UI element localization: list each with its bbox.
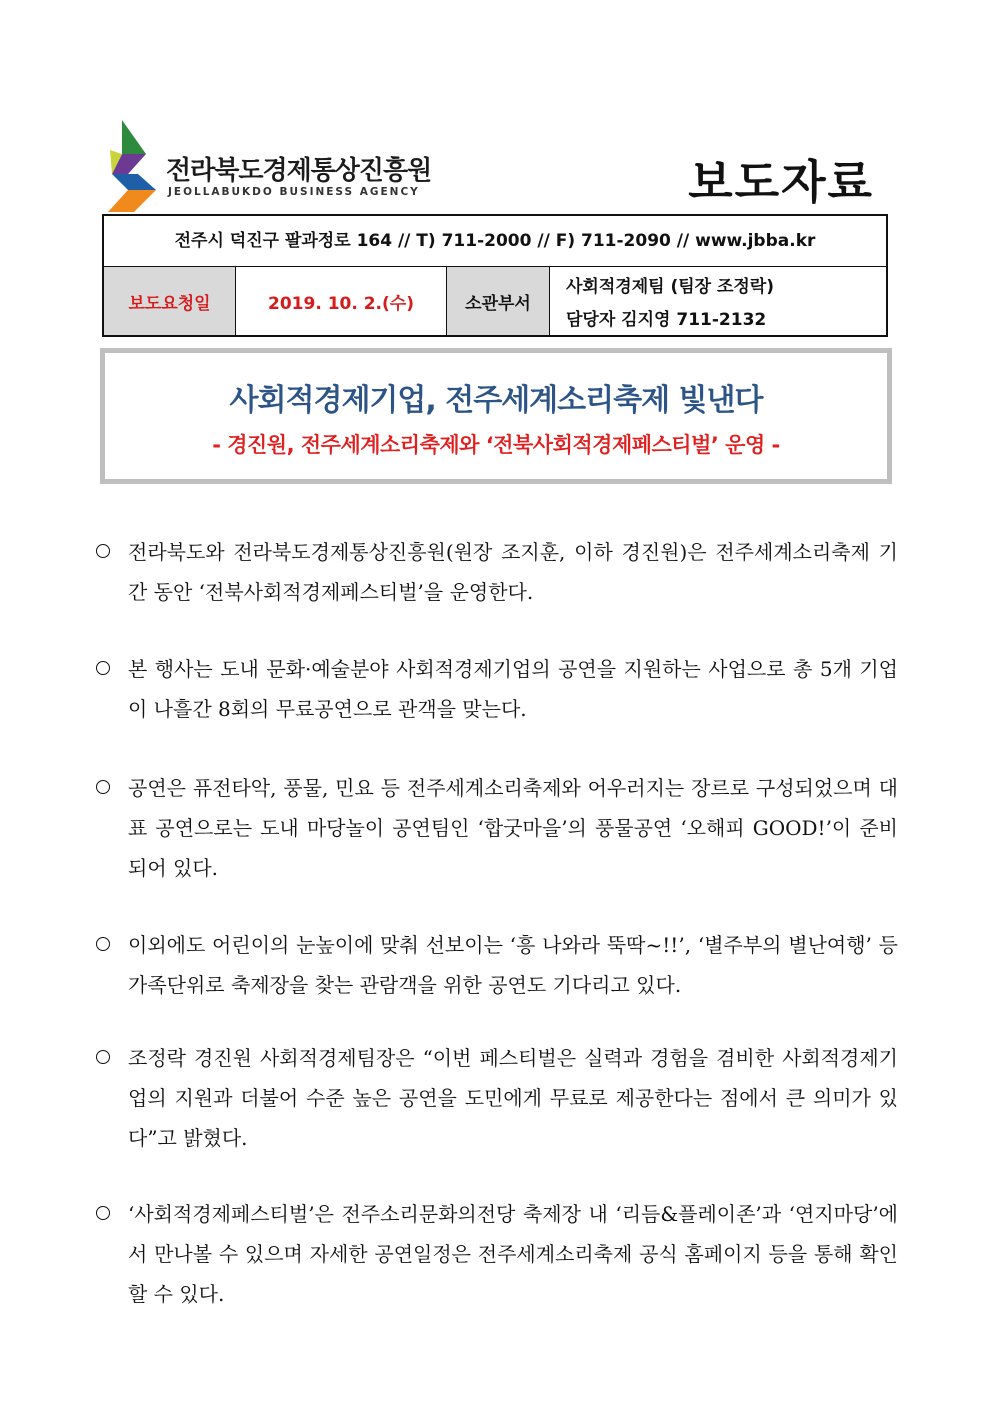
headline-subtitle: - 경진원, 전주세계소리축제와 ‘전북사회적경제페스티벌’ 운영 -: [212, 433, 780, 457]
list-item: [94, 1038, 898, 1158]
paragraph-text: 조정락 경진원 사회적경제팀장은 “이번 페스티벌은 실력과 경험을 겸비한 사회적경제기업의 지원과 더불어 수준 높은 공연을 도민에게 무료로 제공한다는 점에서 큰 의미가 있다”고 밝혔다.: [128, 1046, 898, 1150]
release-info-table: [102, 214, 888, 337]
paragraph-text: 공연은 퓨전타악, 풍물, 민요 등 전주세계소리축제와 어우러지는 장르로 구성되었으며 대표 공연으로는 도내 마당놀이 공연팀인 ‘합굿마을’의 풍물공연 ‘오해피 GOOD!’이 준비되어 있다.: [128, 776, 898, 880]
paragraph-text: 전라북도와 전라북도경제통상진흥원(원장 조지훈, 이하 경진원)은 전주세계소리축제 기간 동안 ‘전북사회적경제페스티벌’을 운영한다.: [128, 540, 898, 604]
bullet-circle-icon: [96, 1206, 110, 1220]
bullet-circle-icon: [96, 1050, 110, 1064]
list-item: [94, 1194, 898, 1314]
department-contact: 담당자 김지영 711-2132: [566, 310, 767, 330]
contact-line: 전주시 덕진구 팔과정로 164 // T) 711-2000 // F) 711-2090 // www.jbba.kr: [104, 216, 886, 267]
headline-title: 사회적경제기업, 전주세계소리축제 빛낸다: [229, 383, 763, 418]
department-value: [550, 267, 886, 335]
bullet-circle-icon: [96, 661, 110, 675]
release-date-value: 2019. 10. 2.(수): [236, 267, 447, 335]
department-team: 사회적경제팀 (팀장 조정락): [566, 277, 775, 297]
list-item: [94, 768, 898, 888]
bullet-circle-icon: [96, 937, 110, 951]
department-label: 소관부서: [447, 267, 550, 335]
bullet-circle-icon: [96, 544, 110, 558]
document-type-title: 보도자료: [688, 155, 874, 209]
bullet-circle-icon: [96, 780, 110, 794]
org-name-ko: 전라북도경제통상진흥원: [166, 156, 432, 186]
release-info-row: [104, 267, 886, 335]
org-name-en: JEOLLABUKDO BUSINESS AGENCY: [168, 186, 420, 198]
paragraph-text: 이외에도 어린이의 눈높이에 맞춰 선보이는 ‘흥 나와라 뚝딱~!!’, ‘별주부의 별난여행’ 등 가족단위로 축제장을 찾는 관람객을 위한 공연도 기다리고 있다.: [128, 933, 898, 997]
paragraph-text: ‘사회적경제페스티벌’은 전주소리문화의전당 축제장 내 ‘리듬&플레이존’과 ‘연지마당’에서 만나볼 수 있으며 자세한 공연일정은 전주세계소리축제 공식 홈페이지 등을 통해 확인할 수 있다.: [128, 1202, 898, 1306]
headline-box: [100, 348, 892, 484]
agency-logo: [108, 120, 432, 212]
list-item: [94, 532, 898, 612]
paragraph-text: 본 행사는 도내 문화·예술분야 사회적경제기업의 공연을 지원하는 사업으로 총 5개 기업이 나흘간 8회의 무료공연으로 관객을 맞는다.: [128, 657, 898, 721]
list-item: [94, 925, 898, 1005]
jbba-logo-mark-icon: [108, 120, 156, 212]
list-item: [94, 649, 898, 729]
release-date-label: 보도요청일: [104, 267, 236, 335]
